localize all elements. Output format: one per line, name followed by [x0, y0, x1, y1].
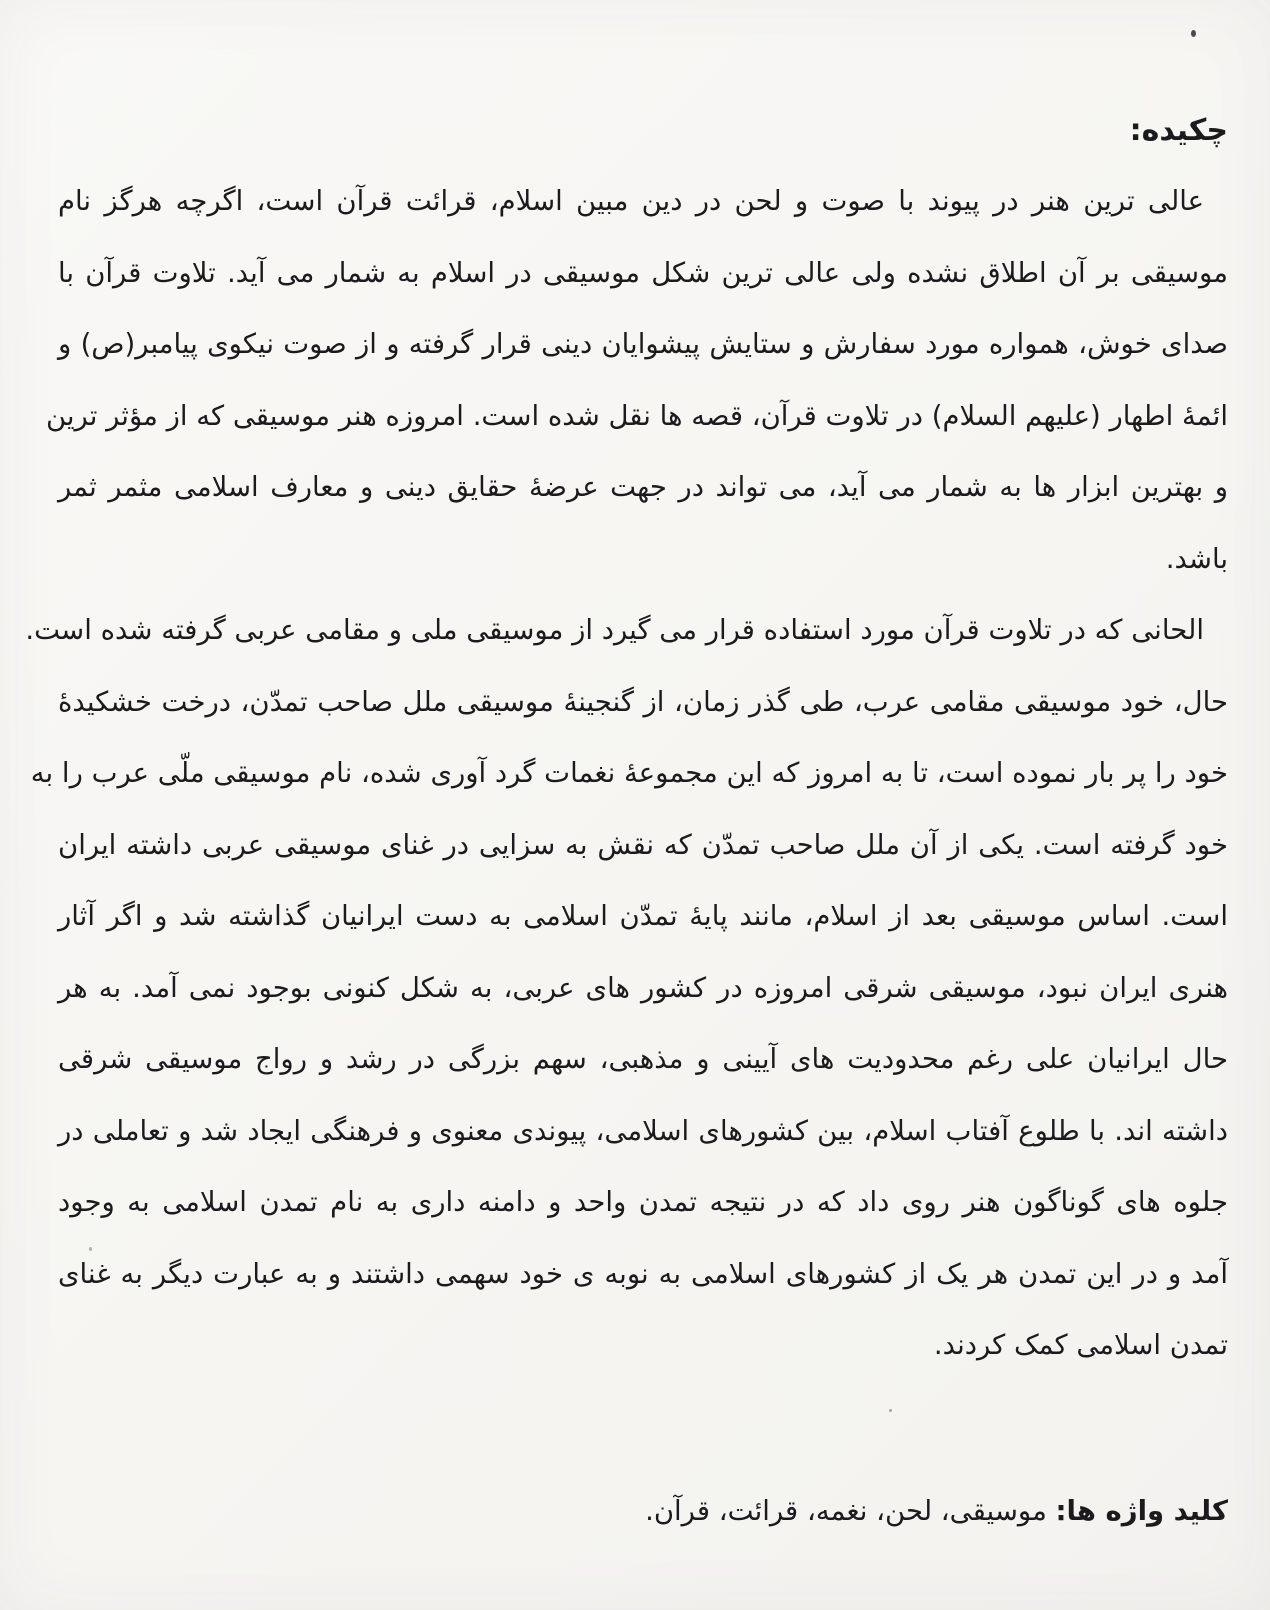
abstract-line: هنری ایران نبود، موسیقی شرقی امروزه در کشور های عربی، به شکل کنونی بوجود نمی آمد. به هر	[58, 971, 1228, 1004]
keywords-label: کلید واژه ها:	[1055, 1494, 1228, 1527]
abstract-line: آمد و در این تمدن هر یک از کشورهای اسلامی به نوبه ی خود سهمی داشتند و به عبارت دیگر به غنای	[58, 1257, 1228, 1290]
abstract-line: جلوه های گوناگون هنر روی داد که در نتیجه تمدن واحد و دامنه داری به نام تمدن اسلامی به وجود	[58, 1186, 1228, 1218]
abstract-line: خود را پر بار نموده است، تا به امروز که این مجموعهٔ نغمات گرد آوری شده، نام موسیقی ملّی عرب را به	[30, 757, 1228, 789]
abstract-paragraph-1	[45, 166, 1228, 595]
abstract-line: عالی ترین هنر در پیوند با صوت و لحن در دین مبین اسلام، قرائت قرآن است، اگرچه هرگز نام	[58, 185, 1204, 217]
abstract-line: است. اساس موسیقی بعد از اسلام، مانند پایهٔ تمدّن اسلامی به دست ایرانیان گذاشته شد و اگر آثار	[58, 900, 1228, 932]
abstract-line: داشته اند. با طلوع آفتاب اسلام، بین کشورهای اسلامی، پیوندی معنوی و فرهنگی ایجاد شد و تعاملی در	[58, 1114, 1228, 1147]
abstract-block	[25, 95, 1228, 1547]
scan-artifact-dot	[1191, 30, 1196, 37]
abstract-line: صدای خوش، همواره مورد سفارش و ستایش پیشوایان دینی قرار گرفته و از صوت نیکوی پیامبر(ص) و	[58, 328, 1228, 360]
abstract-line: حال ایرانیان علی رغم محدودیت های آیینی و مذهبی، سهم بزرگی در رشد و رواج موسیقی شرقی	[58, 1043, 1228, 1075]
abstract-line: باشد.	[1165, 542, 1228, 575]
keywords-text: موسیقی، لحن، نغمه، قرائت، قرآن.	[645, 1494, 1056, 1527]
abstract-line: ائمهٔ اطهار (علیهم السلام) در تلاوت قرآن، قصه ها نقل شده است. امروزه هنر موسیقی که از مؤثر ترین	[45, 399, 1228, 432]
abstract-line: خود گرفته است. یکی از آن ملل صاحب تمدّن که نقش به سزایی در غنای موسیقی عربی داشته ایران	[58, 828, 1228, 861]
keywords-line	[58, 1476, 1228, 1548]
abstract-paragraph-2	[25, 595, 1228, 1382]
abstract-line: تمدن اسلامی کمک کردند.	[933, 1329, 1228, 1361]
abstract-line: و بهترین ابزار ها به شمار می آید، می تواند در جهت عرضهٔ حقایق دینی و معارف اسلامی مثمر ثمر	[58, 471, 1228, 503]
abstract-line: حال، خود موسیقی مقامی عرب، طی گذر زمان، از گنجینهٔ موسیقی ملل صاحب تمدّن، درخت خشکیدهٔ	[58, 685, 1228, 718]
abstract-line: موسیقی بر آن اطلاق نشده ولی عالی ترین شکل موسیقی در اسلام به شمار می آید. تلاوت قرآن با	[58, 256, 1228, 289]
abstract-heading: چکیده:	[1129, 113, 1228, 148]
abstract-line: الحانی که در تلاوت قرآن مورد استفاده قرار می گیرد از موسیقی ملی و مقامی عربی گرفته شده است.	[25, 614, 1204, 646]
